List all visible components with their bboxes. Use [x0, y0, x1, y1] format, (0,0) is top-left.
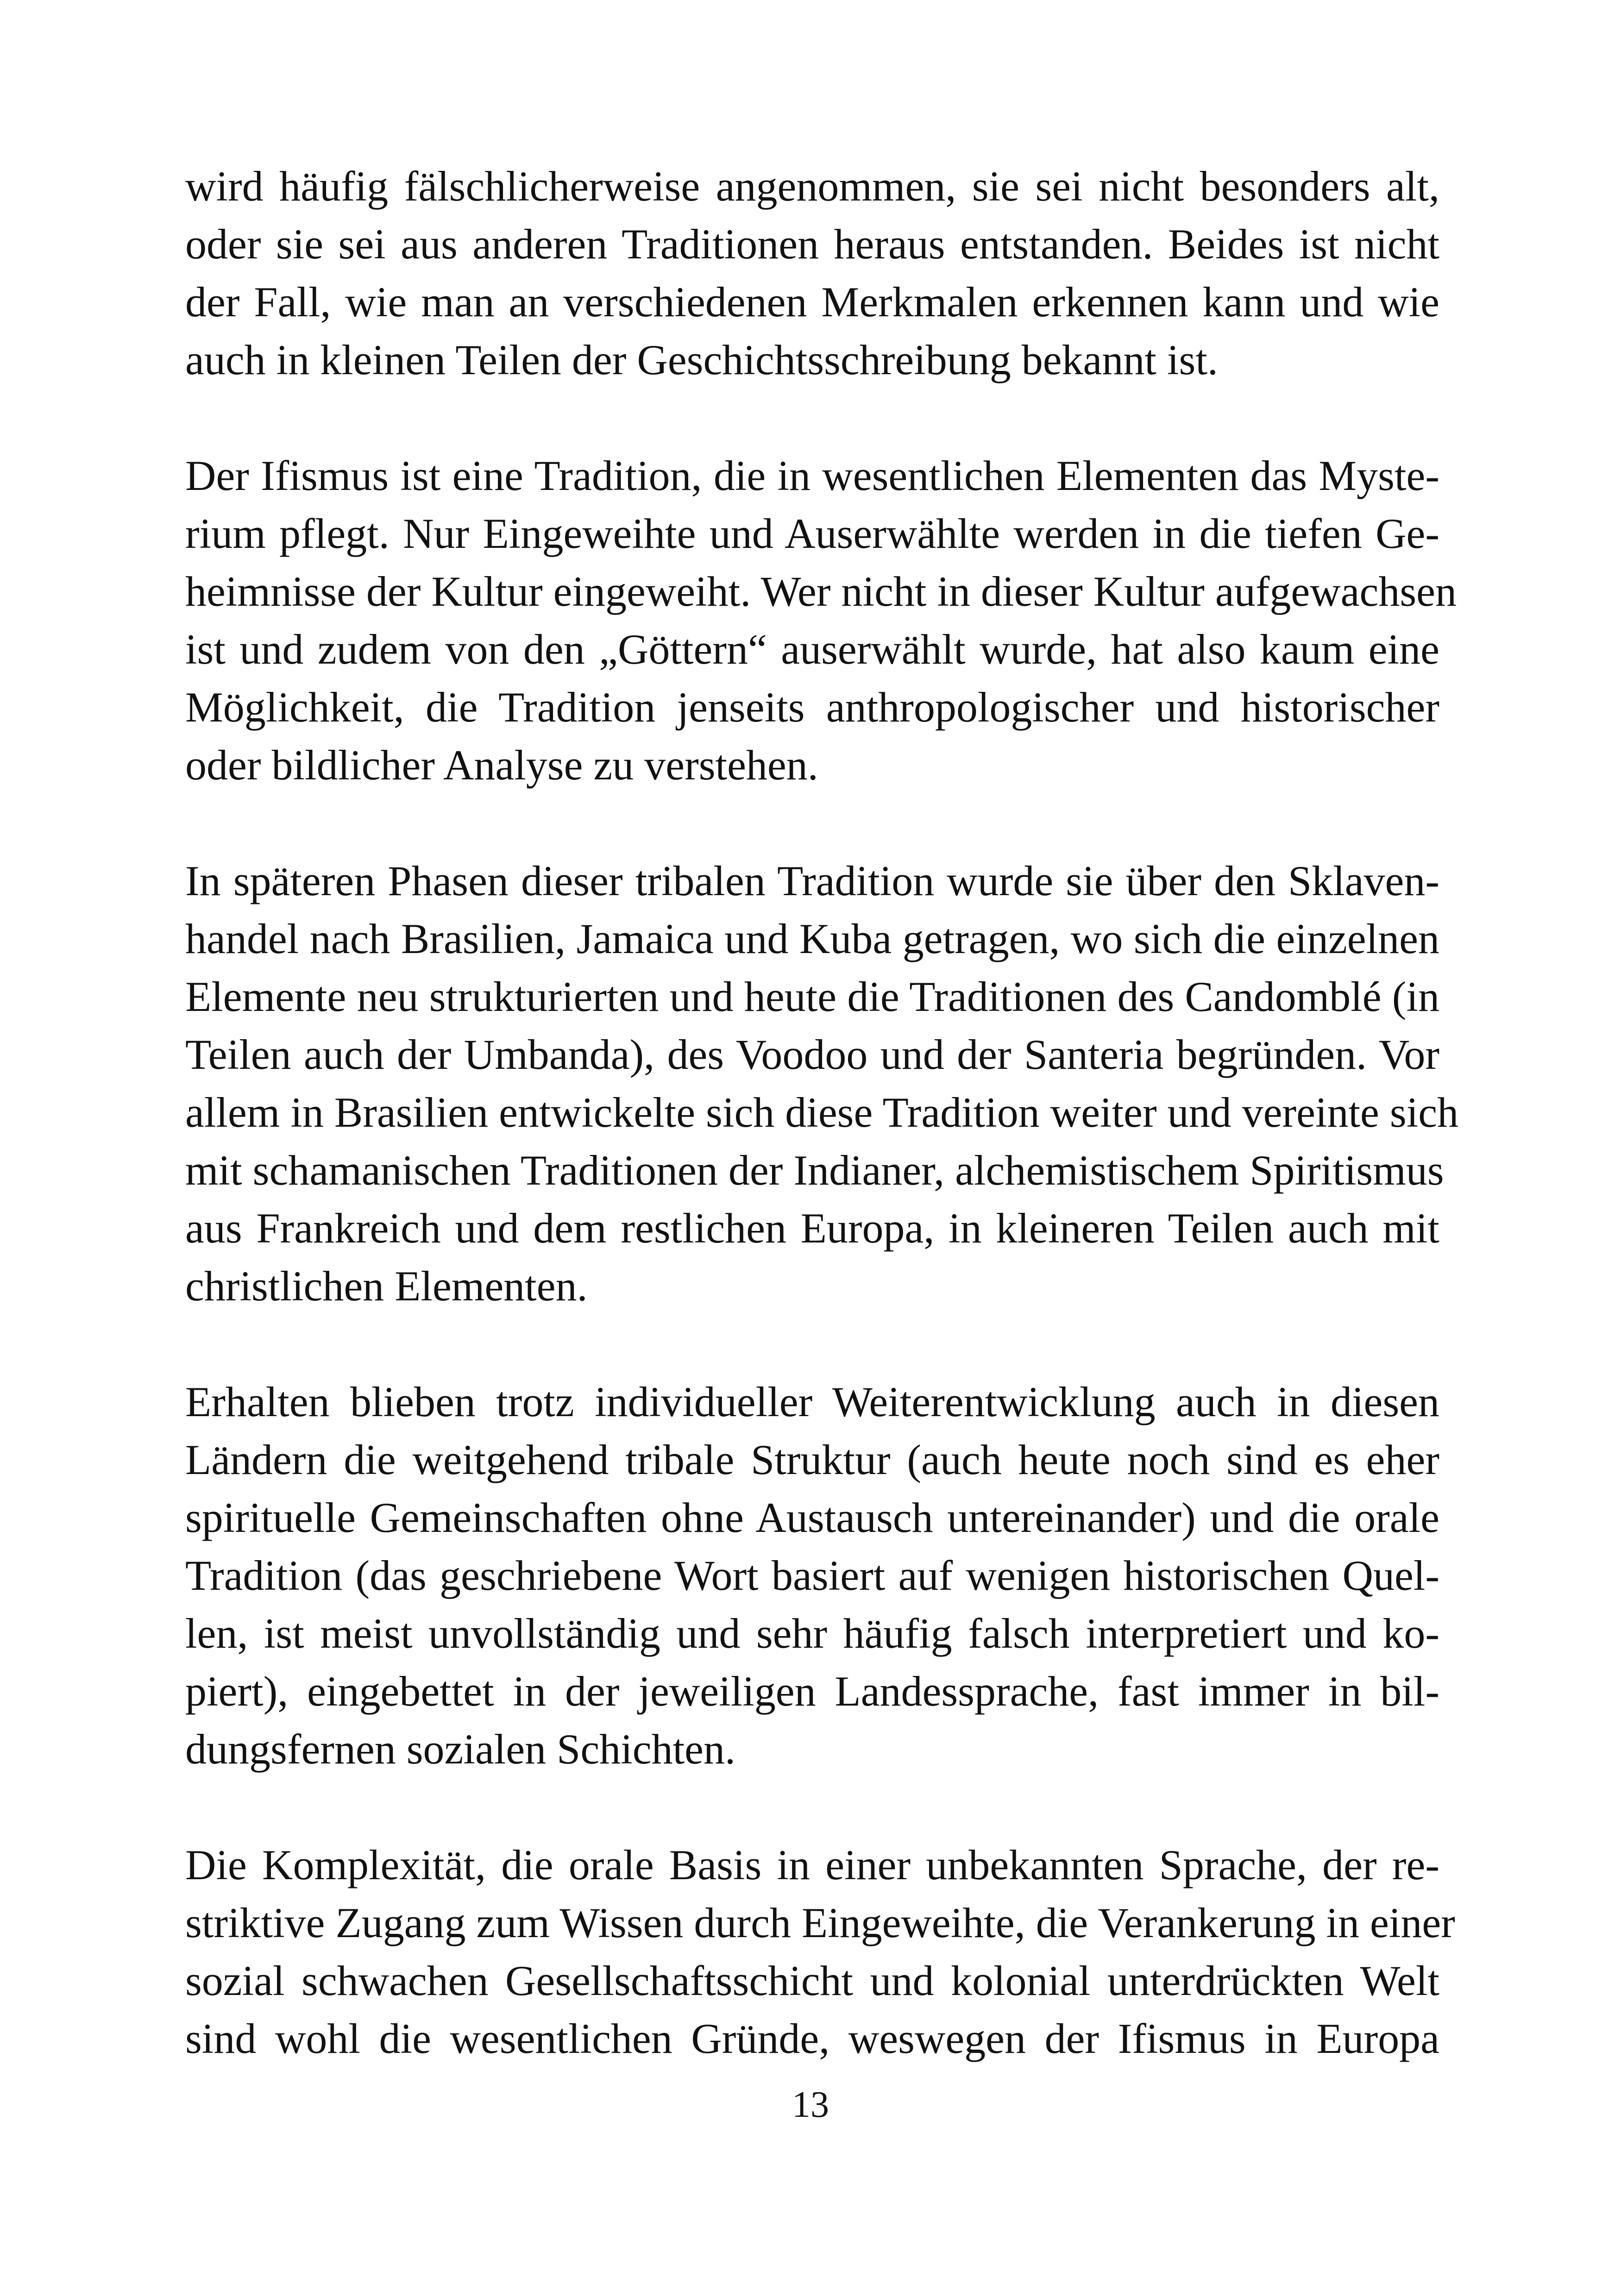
text-line: Ländern die weitgehend tribale Struktur (auch heute noch sind es eher — [185, 1436, 1439, 1483]
text-line: Möglichkeit, die Tradition jenseits anthropologischer und historischer — [185, 684, 1439, 731]
text-line: oder bildlicher Analyse zu verstehen. — [185, 741, 818, 789]
text-line: Die Komplexität, die orale Basis in einer unbekannten Sprache, der re- — [185, 1841, 1439, 1888]
text-line: piert), eingebettet in der jeweiligen Landessprache, fast immer in bil- — [185, 1668, 1439, 1715]
text-line: mit schamanischen Traditionen der Indianer, alchemistischem Spiritismus — [185, 1147, 1444, 1194]
text-line: dungsfernen sozialen Schichten. — [185, 1725, 735, 1773]
text-line: heimnisse der Kultur eingeweiht. Wer nicht in dieser Kultur aufgewachsen — [185, 568, 1457, 615]
text-line: auch in kleinen Teilen der Geschichtsschreibung bekannt ist. — [185, 336, 1218, 383]
paragraph-4 — [185, 1373, 1439, 1778]
text-line: christlichen Elementen. — [185, 1262, 588, 1310]
text-line: der Fall, wie man an verschiedenen Merkmalen erkennen kann und wie — [185, 278, 1439, 326]
paragraph-3 — [185, 852, 1459, 1315]
paragraph-5 — [185, 1836, 1455, 2068]
text-line: Erhalten blieben trotz individueller Weiterentwicklung auch in diesen — [185, 1378, 1439, 1425]
text-line: ist und zudem von den „Göttern“ auserwählt wurde, hat also kaum eine — [185, 626, 1439, 673]
text-line: sind wohl die wesentlichen Gründe, weswegen der Ifismus in Europa — [185, 2015, 1439, 2062]
text-line: len, ist meist unvollständig und sehr häufig falsch interpretiert und ko- — [185, 1610, 1439, 1657]
text-line: aus Frankreich und dem restlichen Europa, in kleineren Teilen auch mit — [185, 1204, 1439, 1252]
paragraph-1 — [185, 157, 1439, 389]
text-line: In späteren Phasen dieser tribalen Tradition wurde sie über den Sklaven- — [185, 857, 1439, 904]
page-number: 13 — [792, 2084, 829, 2125]
page-body — [185, 157, 1459, 2149]
text-line: handel nach Brasilien, Jamaica und Kuba getragen, wo sich die einzelnen — [185, 915, 1439, 962]
text-line: allem in Brasilien entwickelte sich diese Tradition weiter und vereinte sich — [185, 1089, 1459, 1136]
text-line: Elemente neu strukturierten und heute die Traditionen des Candomblé (in — [185, 973, 1439, 1020]
text-line: Der Ifismus ist eine Tradition, die in wesentlichen Elementen das Myste- — [185, 452, 1439, 499]
text-line: spirituelle Gemeinschaften ohne Austausch untereinander) und die orale — [185, 1494, 1439, 1541]
paragraph-2 — [185, 447, 1457, 794]
text-line: Teilen auch der Umbanda), des Voodoo und der Santeria begründen. Vor — [185, 1031, 1439, 1078]
text-line: sozial schwachen Gesellschaftsschicht und kolonial unterdrückten Welt — [185, 1957, 1439, 2004]
text-line: Tradition (das geschriebene Wort basiert auf wenigen historischen Quel- — [185, 1552, 1439, 1599]
text-line: rium pflegt. Nur Eingeweihte und Auserwählte werden in die tiefen Ge- — [185, 510, 1439, 557]
text-line: striktive Zugang zum Wissen durch Eingeweihte, die Verankerung in einer — [185, 1899, 1455, 1946]
text-line: oder sie sei aus anderen Traditionen heraus entstanden. Beides ist nicht — [185, 220, 1439, 268]
text-line: wird häufig fälschlicherweise angenommen, sie sei nicht besonders alt, — [185, 163, 1439, 210]
